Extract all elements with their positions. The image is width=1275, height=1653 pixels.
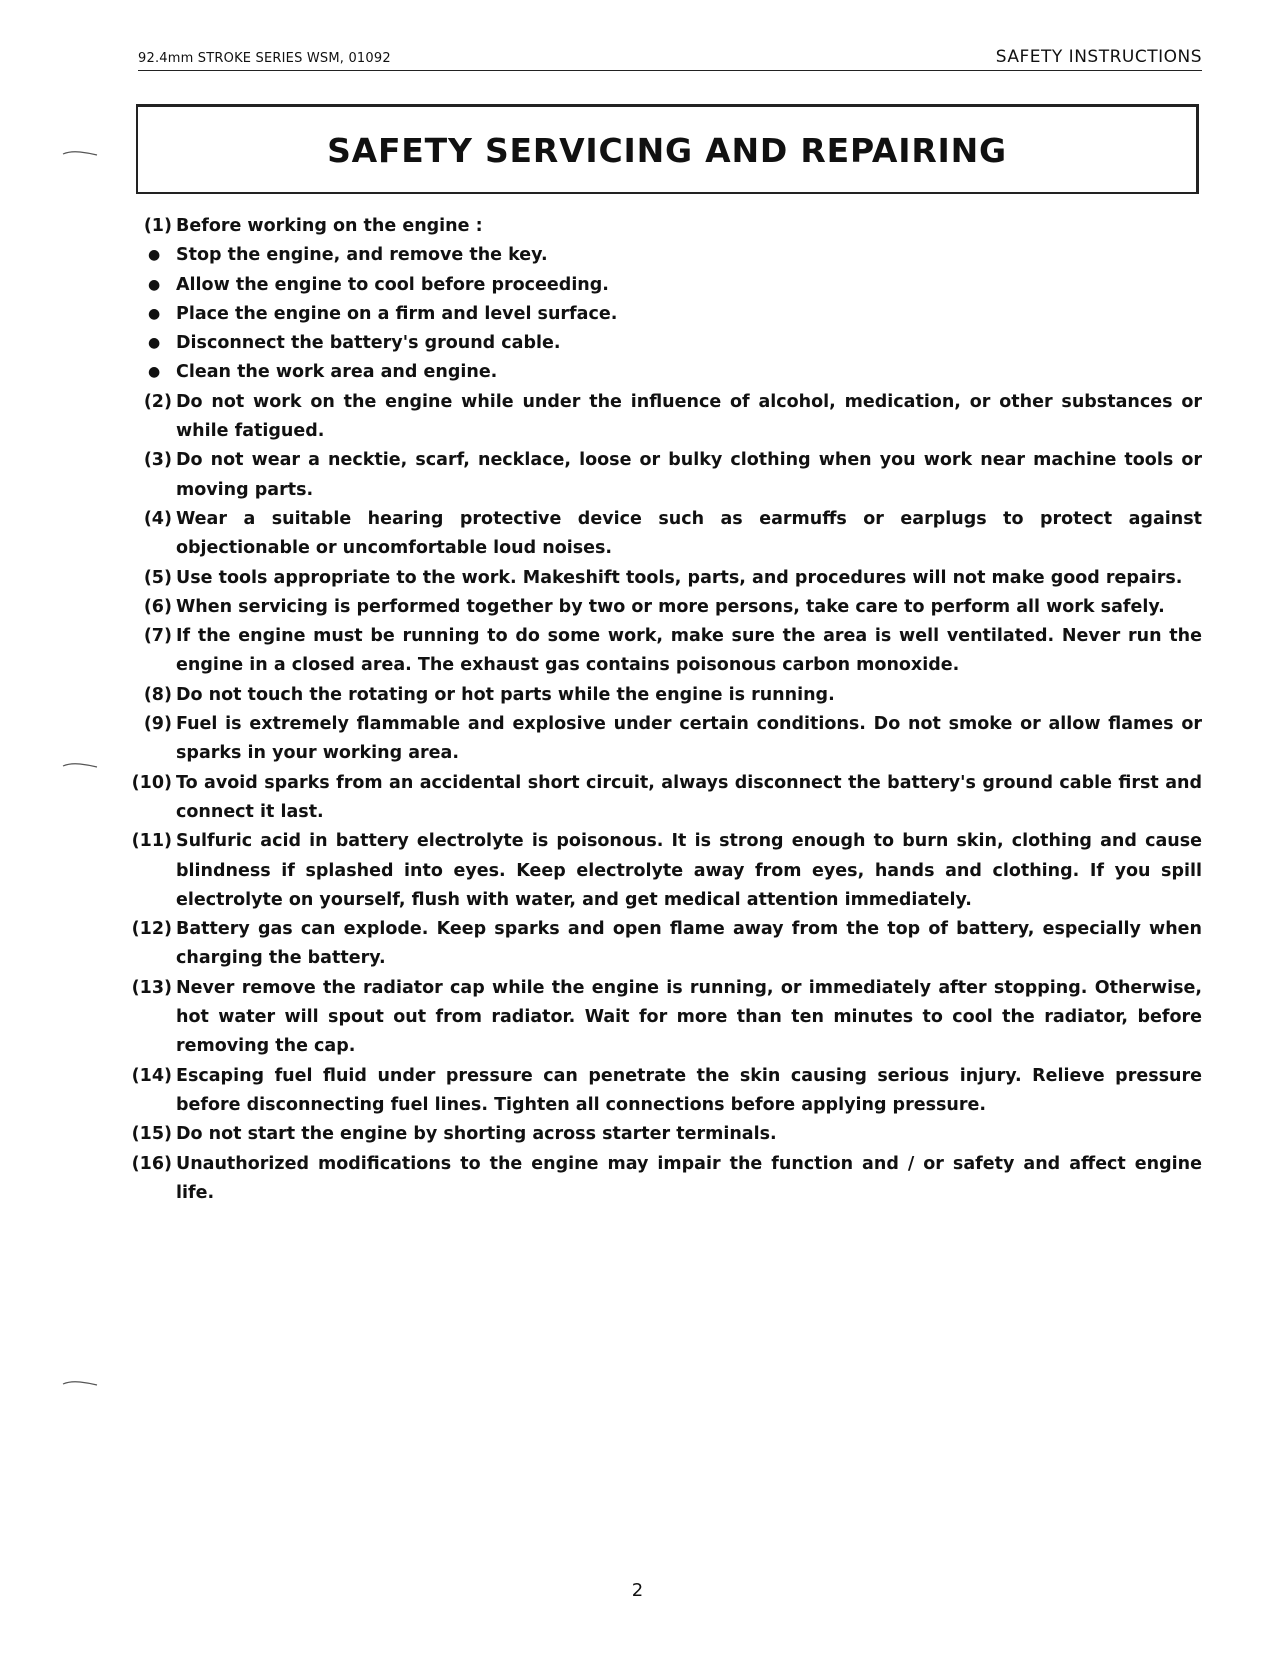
list-item [124,564,1202,593]
list-item [124,446,1202,505]
bullet-icon: ● [148,335,161,352]
item-number: (1) [143,216,172,236]
item-text: To avoid sparks from an accidental short circuit, always disconnect the battery's ground cable first and connect it last. [176,772,1202,822]
manual-id: 92.4mm STROKE SERIES WSM, 01092 [138,51,391,66]
item-text: Escaping fuel fluid under pressure can penetrate the skin causing serious injury. Relieve pressure before disconnecting fuel lines. Tighten all connections before applying pressure. [176,1065,1202,1115]
bullet-item [124,358,1202,387]
item-text: Never remove the radiator cap while the engine is running, or immediately after stopping. Otherwise, hot water will spout out from radiator. Wait for more than ten minutes to cool the radiator, before removing the cap. [176,977,1202,1057]
list-item [124,827,1202,915]
item-text: Fuel is extremely flammable and explosive under certain conditions. Do not smoke or allow flames or sparks in your working area. [176,714,1202,764]
item-number: (14) [131,1065,172,1086]
item-number: (8) [143,684,172,705]
item-number: (12) [131,919,172,940]
page-number: 2 [631,1580,644,1601]
item-text: When servicing is performed together by two or more persons, take care to perform all work safely. [176,596,1165,617]
item-number: (16) [131,1153,172,1174]
page-header [138,46,1202,71]
bullet-icon: ● [148,276,161,293]
bullet-text: Allow the engine to cool before proceeding. [176,274,609,295]
item-number: (15) [131,1124,172,1145]
list-item [124,1120,1202,1149]
safety-list [124,212,1202,1208]
section-title: SAFETY INSTRUCTIONS [995,47,1202,67]
item-text: If the engine must be running to do some work, make sure the area is well ventilated. Never run the engine in a closed area. The exhaust gas contains poisonous carbon monoxide. [176,626,1202,676]
list-item [124,681,1202,710]
page-title: SAFETY SERVICING AND REPAIRING [327,131,1007,170]
item-number: (3) [143,450,172,471]
bullet-icon: ● [148,364,161,381]
bullet-item [124,300,1202,329]
list-item [124,769,1202,828]
bullet-item [124,241,1202,270]
item-number: (4) [143,508,172,529]
binder-hole-mark [62,1380,98,1386]
bullet-text: Stop the engine, and remove the key. [176,245,548,266]
item-text: Wear a suitable hearing protective device such as earmuffs or earplugs to protect against objectionable or uncomfortable loud noises. [176,508,1202,559]
bullet-icon: ● [148,247,161,264]
list-item [124,915,1202,974]
list-item [124,388,1202,447]
item-text: Do not touch the rotating or hot parts while the engine is running. [176,684,835,705]
item-text: Do not start the engine by shorting across starter terminals. [176,1124,777,1145]
item-text: Battery gas can explode. Keep sparks and open flame away from the top of battery, especially when charging the battery. [176,919,1202,969]
bullet-text: Disconnect the battery's ground cable. [176,333,561,354]
list-item [124,593,1202,622]
bullet-icon: ● [148,305,161,322]
item-text: Unauthorized modifications to the engine may impair the function and / or safety and affect engine life. [176,1153,1202,1203]
list-item [124,212,1202,241]
item-number: (7) [143,626,172,647]
binder-hole-mark [62,150,98,156]
list-item [124,622,1202,681]
item-text: Do not wear a necktie, scarf, necklace, loose or bulky clothing when you work near machine tools or moving parts. [176,450,1202,500]
item-number: (5) [143,567,172,588]
item-text: Do not work on the engine while under the influence of alcohol, medication, or other substances or while fatigued. [176,391,1202,442]
list-item [124,974,1202,1062]
list-item [124,1150,1202,1209]
list-item [124,1062,1202,1121]
item-text: Sulfuric acid in battery electrolyte is poisonous. It is strong enough to burn skin, clothing and cause blindness if splashed into eyes. Keep electrolyte away from eyes, hands and clothing. If you spill electrolyte on yourself, flush with water, and get medical attention immediately. [176,831,1202,910]
binder-hole-mark [62,762,98,768]
bullet-item [124,271,1202,300]
item-text: Use tools appropriate to the work. Makeshift tools, parts, and procedures will not make good repairs. [176,567,1183,588]
item-number: (2) [143,391,172,412]
item-number: (6) [143,596,172,617]
bullet-text: Place the engine on a firm and level surface. [176,303,618,324]
item-number: (10) [131,772,172,793]
list-item [124,505,1202,564]
title-box [136,104,1199,194]
item-number: (11) [131,831,172,852]
item-number: (13) [131,977,172,998]
bullet-item [124,329,1202,358]
bullet-text: Clean the work area and engine. [176,362,498,383]
item-number: (9) [143,714,172,735]
list-item [124,710,1202,769]
item-text: Before working on the engine : [176,216,483,236]
